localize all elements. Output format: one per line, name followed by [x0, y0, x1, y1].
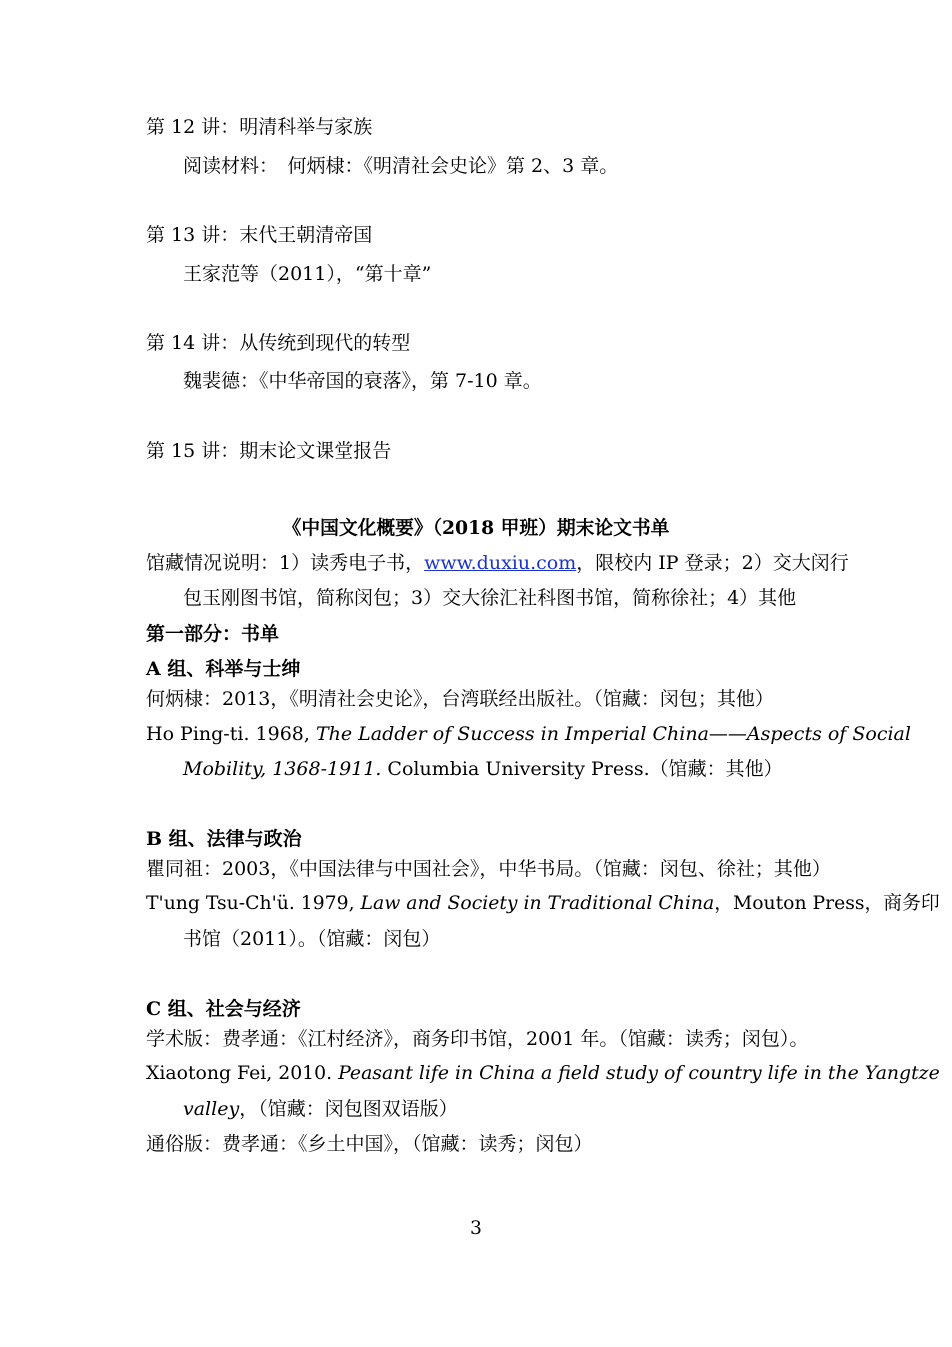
group-c-entry-3: 通俗版：费孝通：《乡土中国》，（馆藏：读秀；闵包）: [146, 1133, 593, 1155]
entry-title: Law and Society in Traditional China: [360, 893, 715, 914]
lecture-12-reading: 阅读材料： 何炳棣：《明清社会史论》第 2、3 章。: [183, 155, 619, 177]
entry-subtitle-cont: Mobility, 1368-1911.: [183, 758, 382, 780]
collection-note-line1: [146, 550, 849, 576]
lecture-14-reading: 魏裴德：《中华帝国的衰落》，第 7-10 章。: [183, 370, 542, 392]
group-b-entry-2-line1: [146, 891, 940, 917]
group-a-entry-1: 何炳棣：2013，《明清社会史论》，台湾联经出版社。（馆藏：闵包；其他）: [146, 688, 774, 710]
entry-publisher: Columbia University Press.（馆藏：其他）: [381, 758, 783, 780]
group-a-entry-2-line2: [183, 756, 783, 782]
booklist-title: 《中国文化概要》（2018 甲班）期末论文书单: [282, 517, 670, 539]
group-c-entry-2-line1: [146, 1061, 940, 1087]
entry-subtitle: Aspects of Social: [746, 723, 911, 745]
group-c-entry-1: 学术版：费孝通：《江村经济》，商务印书馆，2001 年。（馆藏：读秀；闵包）。: [146, 1028, 809, 1050]
entry-author: Xiaotong Fei, 2010.: [146, 1063, 339, 1084]
group-c-heading: C 组、社会与经济: [146, 998, 301, 1020]
entry-author: Ho Ping-ti. 1968,: [146, 723, 316, 745]
group-b-heading: B 组、法律与政治: [146, 828, 302, 850]
entry-publisher: ，Mouton Press，商务印: [714, 893, 940, 914]
lecture-15-title: 第 15 讲：期末论文课堂报告: [146, 440, 392, 462]
lecture-14-title: 第 14 讲：从传统到现代的转型: [146, 332, 411, 354]
group-b-entry-2-line2: 书馆（2011）。（馆藏：闵包）: [183, 928, 441, 950]
group-c-entry-2-line2: [183, 1096, 458, 1122]
entry-author: T'ung Tsu-Ch'ü. 1979,: [146, 893, 361, 914]
entry-dash: ——: [708, 723, 747, 745]
entry-title: Peasant life in China a field study of country life in the Yangtze: [338, 1063, 940, 1084]
lecture-12-title: 第 12 讲：明清科举与家族: [146, 116, 373, 138]
lecture-13-reading: 王家范等（2011），“第十章”: [183, 263, 432, 285]
collection-note-suffix: ，限校内 IP 登录；2）交大闵行: [576, 552, 849, 574]
entry-collection: ，（馆藏：闵包图双语版）: [239, 1098, 458, 1120]
part1-heading: 第一部分：书单: [146, 623, 280, 645]
group-b-entry-1: 瞿同祖：2003，《中国法律与中国社会》，中华书局。（馆藏：闵包、徐社；其他）: [146, 858, 831, 880]
collection-note-line2: 包玉刚图书馆，简称闵包；3）交大徐汇社科图书馆，简称徐社；4）其他: [183, 587, 797, 609]
duxiu-link[interactable]: www.duxiu.com: [424, 552, 577, 574]
group-a-entry-2-line1: [146, 721, 911, 747]
entry-title-cont: valley: [183, 1098, 240, 1120]
group-a-heading: A 组、科举与士绅: [146, 658, 301, 680]
entry-title: The Ladder of Success in Imperial China: [315, 723, 709, 745]
collection-note-prefix: 馆藏情况说明：1）读秀电子书，: [146, 552, 425, 574]
page-number: 3: [470, 1218, 482, 1239]
lecture-13-title: 第 13 讲：末代王朝清帝国: [146, 224, 373, 246]
